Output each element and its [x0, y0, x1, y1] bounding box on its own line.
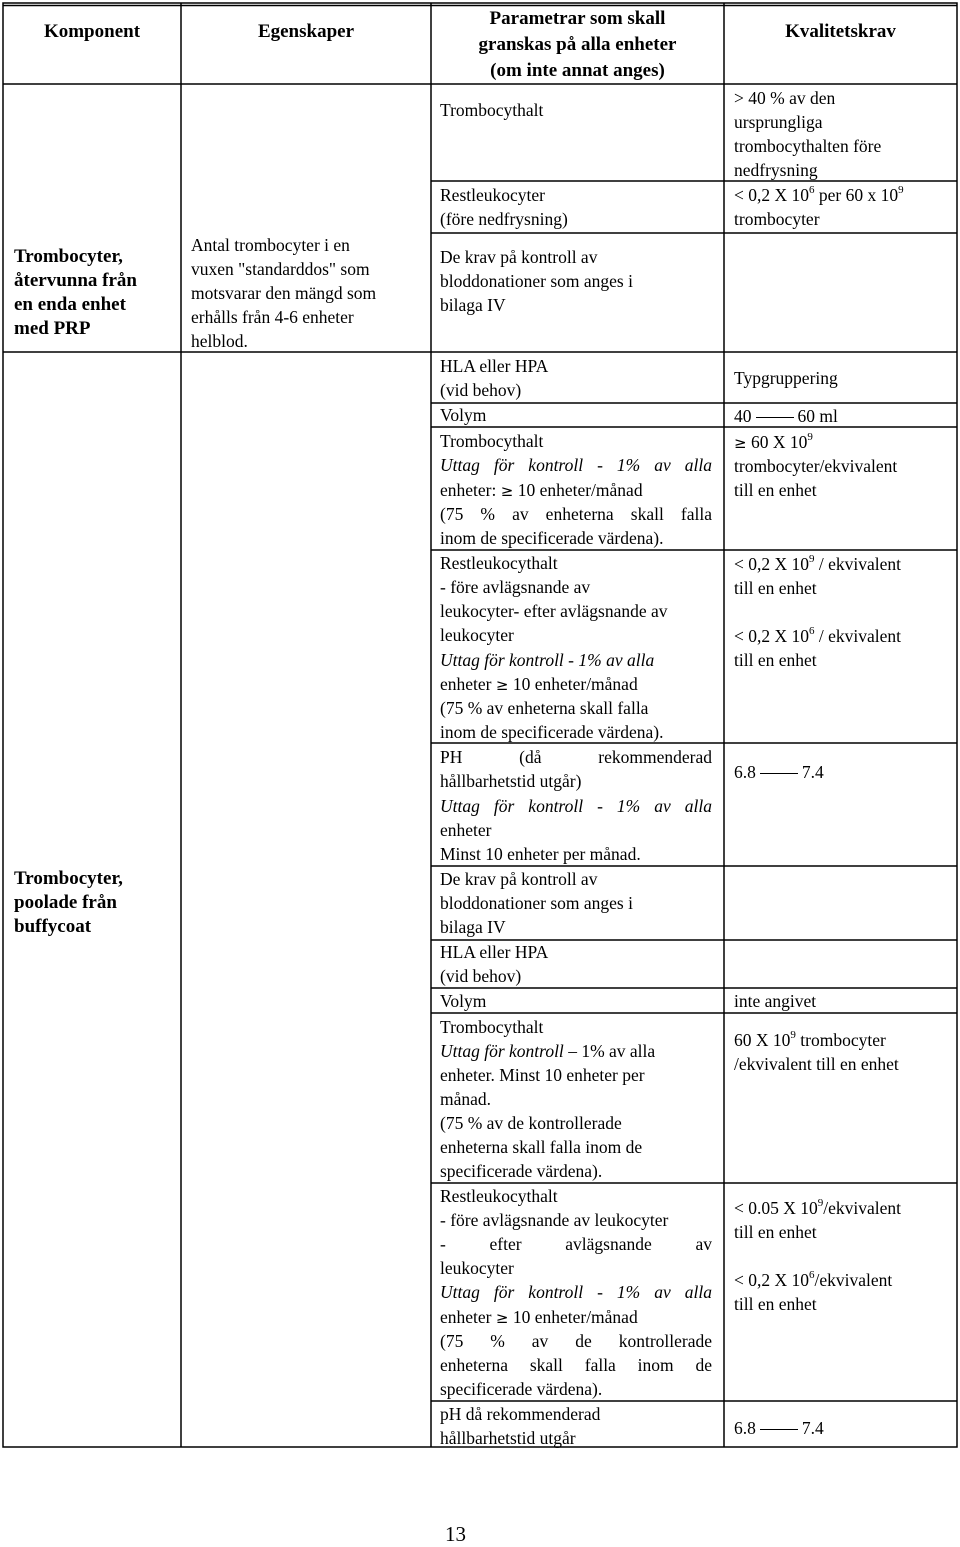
- bc-param-line: - efter avlägsnande av: [440, 1234, 712, 1254]
- bc-param-line: bloddonationer som anges i: [440, 893, 633, 913]
- krav-text: / ekvivalent: [814, 554, 902, 574]
- krav-text: 60 X 10: [734, 1030, 791, 1050]
- bc-param-bilaga: De krav på kontroll av: [440, 869, 598, 889]
- header-parametrar: Parametrar som skall: [489, 8, 666, 29]
- bc-param-line: (vid behov): [440, 966, 522, 986]
- param-text: enheter:: [440, 480, 501, 500]
- bc-param-ph: PH (då rekommenderad: [440, 747, 712, 767]
- bc-krav-line: till en enhet: [734, 1294, 817, 1314]
- bc-krav-line: till en enhet: [734, 480, 817, 500]
- bc-param-line: Uttag för kontroll - 1% av alla: [440, 650, 655, 670]
- krav-text: 6.8: [734, 1418, 756, 1438]
- header-komponent: Komponent: [43, 21, 141, 42]
- prp-egenskaper-line: vuxen "standarddos" som: [191, 259, 370, 279]
- exponent: 6: [809, 1269, 815, 1281]
- bc-param-line: enheterna skall falla inom de: [440, 1137, 643, 1157]
- buffycoat-komponent-line: poolade från: [14, 892, 117, 913]
- header-kvalitetskrav: Kvalitetskrav: [785, 21, 896, 42]
- exponent: 9: [817, 1197, 824, 1209]
- krav-text: 6.8: [734, 762, 756, 782]
- param-text: Uttag för kontroll: [440, 1041, 564, 1061]
- bc-krav-trombocythalt: [734, 430, 813, 455]
- param-text: enheter: [440, 674, 496, 694]
- geq-symbol: ≥: [495, 1309, 509, 1327]
- bc-param-line: [440, 1039, 655, 1063]
- bc-param-line: leukocyter- efter avlägsnande av: [440, 601, 668, 621]
- bc-param-volym: Volym: [440, 405, 487, 425]
- prp-krav-line: > 40 % av den: [734, 88, 836, 108]
- exponent: 9: [790, 1029, 796, 1041]
- buffycoat-komponent-line: Trombocyter,: [14, 868, 123, 889]
- krav-text: 7.4: [801, 762, 824, 782]
- krav-text: < 0,2 X 10: [734, 626, 810, 646]
- bc-param-line: [440, 1305, 638, 1330]
- prp-komponent-line: Trombocyter,: [14, 246, 123, 267]
- bc-krav-restleuko2-1: [734, 1196, 901, 1220]
- prp-param-line: (vid behov): [440, 380, 522, 400]
- exponent: 9: [809, 553, 815, 565]
- bc-krav-line: trombocyter/ekvivalent: [734, 456, 898, 476]
- prp-komponent-line: en enda enhet: [14, 294, 126, 315]
- bc-krav-restleuko-1: [734, 552, 901, 576]
- bc-param-line: Uttag för kontroll - 1% av alla: [440, 455, 712, 475]
- bc-param-line: (75 % av enheterna skall falla: [440, 698, 649, 718]
- krav-text: /ekvivalent: [814, 1270, 893, 1290]
- buffycoat-komponent-line: buffycoat: [14, 916, 92, 937]
- krav-text: 60 X 10: [746, 432, 808, 452]
- exponent: 6: [809, 625, 815, 637]
- krav-text: < 0.05 X 10: [734, 1198, 818, 1218]
- exponent: 9: [898, 184, 904, 196]
- prp-krav-line: trombocyter: [734, 209, 820, 229]
- krav-text: 60 ml: [797, 406, 838, 426]
- krav-text: / ekvivalent: [814, 626, 902, 646]
- bc-param-line: hållbarhetstid utgår: [440, 1428, 576, 1448]
- prp-egenskaper-line: motsvarar den mängd som: [191, 283, 377, 303]
- bc-krav-line: till en enhet: [734, 1222, 817, 1242]
- krav-text: /ekvivalent: [823, 1198, 902, 1218]
- bc-krav-trombocythalt2: [734, 1028, 886, 1052]
- prp-krav-line: trombocythalten före: [734, 136, 882, 156]
- bc-krav-line: till en enhet: [734, 578, 817, 598]
- geq-symbol: ≥: [734, 434, 747, 452]
- bc-param-line: - före avlägsnande av: [440, 577, 591, 597]
- param-text: 10 enheter/månad: [508, 1307, 638, 1327]
- bc-param-line: enheterna skall falla inom de: [440, 1355, 712, 1375]
- param-text: – 1% av alla: [563, 1041, 656, 1061]
- bc-krav-ph2: [734, 1416, 824, 1440]
- krav-text: < 0,2 X 10: [734, 554, 810, 574]
- bc-param-restleukocythalt: Restleukocythalt: [440, 553, 558, 573]
- krav-text: < 0,2 X 10: [734, 185, 810, 205]
- prp-param-line: bloddonationer som anges i: [440, 271, 633, 291]
- bc-krav-restleuko-2: [734, 624, 901, 648]
- bc-param-hla: HLA eller HPA: [440, 942, 549, 962]
- page-number: 13: [445, 1522, 466, 1546]
- bc-param-line: [440, 672, 638, 697]
- bc-param-line: [440, 478, 643, 503]
- prp-egenskaper-line: Antal trombocyter i en: [191, 235, 350, 255]
- bc-param-line: inom de specificerade värdena).: [440, 528, 664, 548]
- prp-param-bilaga: De krav på kontroll av: [440, 247, 598, 267]
- bc-param-trombocythalt2: Trombocythalt: [440, 1017, 544, 1037]
- header-egenskaper: Egenskaper: [257, 21, 355, 42]
- bc-param-line: - före avlägsnande av leukocyter: [440, 1210, 669, 1230]
- prp-egenskaper-line: helblod.: [191, 331, 248, 351]
- prp-komponent-line: återvunna från: [14, 270, 137, 291]
- prp-krav-line: nedfrysning: [734, 160, 818, 180]
- exponent: 9: [807, 431, 813, 443]
- bc-param-line: leukocyter: [440, 625, 514, 645]
- geq-symbol: ≥: [500, 482, 514, 500]
- bc-param-line: specificerade värdena).: [440, 1161, 603, 1181]
- bc-param-line: specificerade värdena).: [440, 1379, 603, 1399]
- bc-param-line: månad.: [440, 1089, 492, 1109]
- geq-symbol: ≥: [495, 676, 509, 694]
- prp-komponent-line: med PRP: [14, 318, 91, 339]
- bc-param-line: Uttag för kontroll - 1% av alla: [440, 796, 712, 816]
- header-parametrar-line2: granskas på alla enheter: [478, 34, 677, 55]
- bc-param-line: leukocyter: [440, 1258, 514, 1278]
- krav-text: 7.4: [801, 1418, 824, 1438]
- bc-krav-volym2: inte angivet: [734, 991, 817, 1011]
- bc-param-line: Uttag för kontroll - 1% av alla: [440, 1282, 712, 1302]
- prp-krav-restleukocyter: [734, 183, 904, 207]
- prp-param-line: (före nedfrysning): [440, 209, 568, 229]
- prp-param-hla: HLA eller HPA: [440, 356, 549, 376]
- param-text: enheter: [440, 1307, 496, 1327]
- prp-krav-line: ursprungliga: [734, 112, 823, 132]
- header-parametrar-line3: (om inte annat anges): [490, 60, 665, 81]
- param-text: 10 enheter/månad: [513, 480, 643, 500]
- param-text: 10 enheter/månad: [508, 674, 638, 694]
- bc-krav-line: /ekvivalent till en enhet: [734, 1054, 899, 1074]
- bc-param-line: enheter. Minst 10 enheter per: [440, 1065, 645, 1085]
- bc-param-line: (75 % av de kontrollerade: [440, 1113, 622, 1133]
- bc-param-line: (75 % av enheterna skall falla: [440, 504, 712, 524]
- bc-param-restleukocythalt2: Restleukocythalt: [440, 1186, 558, 1206]
- range-dash: [756, 417, 794, 418]
- krav-text: 40: [734, 406, 752, 426]
- bc-param-line: Minst 10 enheter per månad.: [440, 844, 641, 864]
- bc-krav-line: till en enhet: [734, 650, 817, 670]
- range-dash: [760, 773, 798, 774]
- bc-param-line: inom de specificerade värdena).: [440, 722, 664, 742]
- bc-krav-volym: [734, 404, 838, 428]
- prp-param-line: bilaga IV: [440, 295, 506, 315]
- krav-text: per 60 x 10: [814, 185, 899, 205]
- bc-param-line: bilaga IV: [440, 917, 506, 937]
- prp-krav-typgruppering: Typgruppering: [734, 368, 838, 388]
- bc-param-line: enheter: [440, 820, 492, 840]
- bc-param-line: (75 % av de kontrollerade: [440, 1331, 712, 1351]
- prp-param-restleukocyter: Restleukocyter: [440, 185, 545, 205]
- exponent: 6: [809, 184, 815, 196]
- prp-egenskaper-line: erhålls från 4-6 enheter: [191, 307, 354, 327]
- bc-param-trombocythalt: Trombocythalt: [440, 431, 544, 451]
- bc-krav-restleuko2-2: [734, 1268, 892, 1292]
- range-dash: [760, 1429, 798, 1430]
- bc-krav-ph: [734, 760, 824, 784]
- krav-text: trombocyter: [795, 1030, 886, 1050]
- bc-param-line: hållbarhetstid utgår): [440, 771, 582, 791]
- prp-param-trombocythalt: Trombocythalt: [440, 100, 544, 120]
- bc-param-ph2: pH då rekommenderad: [440, 1404, 601, 1424]
- bc-param-volym2: Volym: [440, 991, 487, 1011]
- krav-text: < 0,2 X 10: [734, 1270, 810, 1290]
